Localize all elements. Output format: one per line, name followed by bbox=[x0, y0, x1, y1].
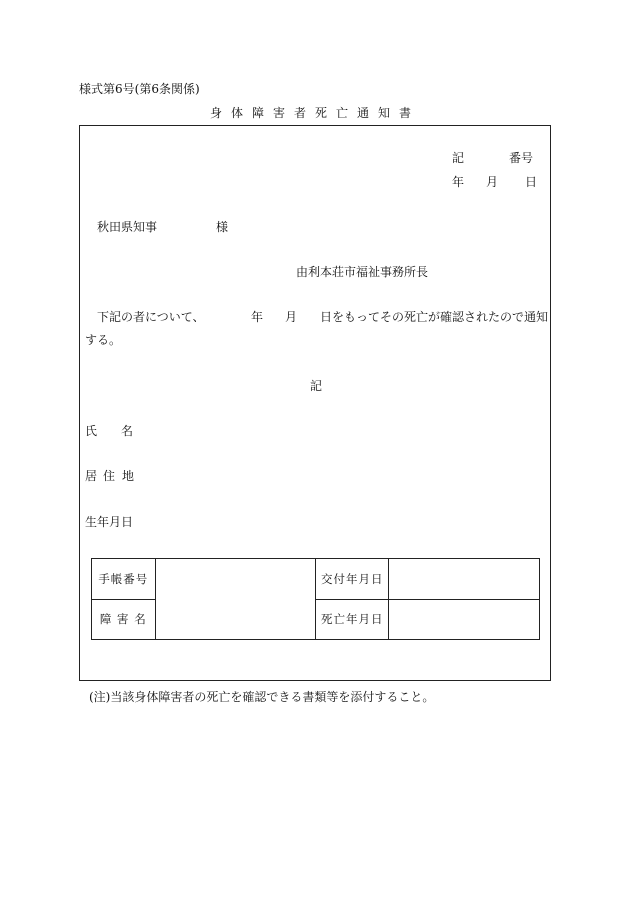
body-month: 月 bbox=[285, 310, 298, 324]
field-address-label-c: 地 bbox=[122, 469, 135, 483]
record-number-label: 番号 bbox=[509, 151, 534, 165]
field-birthdate-label: 生年月日 bbox=[85, 515, 134, 529]
issue-date-cell[interactable] bbox=[389, 559, 540, 600]
sender-name: 由利本荘市福祉事務所長 bbox=[296, 265, 429, 279]
addressee-name: 秋田県知事 bbox=[97, 220, 158, 234]
death-date-label: 死亡年月日 bbox=[316, 599, 389, 640]
issue-date-label: 交付年月日 bbox=[316, 559, 389, 600]
notebook-number-cell[interactable] bbox=[155, 559, 316, 640]
date-year: 年 bbox=[452, 175, 465, 189]
form-number-label: 様式第6号(第6条関係) bbox=[79, 82, 200, 96]
body-year: 年 bbox=[251, 310, 264, 324]
notebook-number-label: 手帳番号 bbox=[92, 559, 156, 600]
addressee-honorific: 様 bbox=[216, 220, 229, 234]
field-name-label-b: 名 bbox=[121, 424, 134, 438]
footnote: (注)当該身体障害者の死亡を確認できる書類等を添付すること。 bbox=[89, 690, 435, 704]
disability-name-label: 障 害 名 bbox=[92, 599, 156, 640]
ki-heading: 記 bbox=[310, 379, 323, 393]
date-day: 日 bbox=[525, 175, 538, 189]
field-name-label-a: 氏 bbox=[85, 424, 98, 438]
document-title: 身体障害者死亡通知書 bbox=[209, 106, 420, 120]
date-month: 月 bbox=[486, 175, 499, 189]
death-date-cell[interactable] bbox=[389, 599, 540, 640]
info-table bbox=[91, 558, 540, 640]
form-frame bbox=[79, 125, 551, 681]
record-ki: 記 bbox=[452, 151, 465, 165]
body-text-part2: 日をもってその死亡が確認されたので通知 bbox=[320, 310, 549, 324]
body-text-part3: する。 bbox=[85, 333, 122, 347]
body-text-part1: 下記の者について、 bbox=[97, 310, 205, 324]
field-address-label-b: 住 bbox=[103, 469, 116, 483]
field-address-label-a: 居 bbox=[85, 469, 98, 483]
